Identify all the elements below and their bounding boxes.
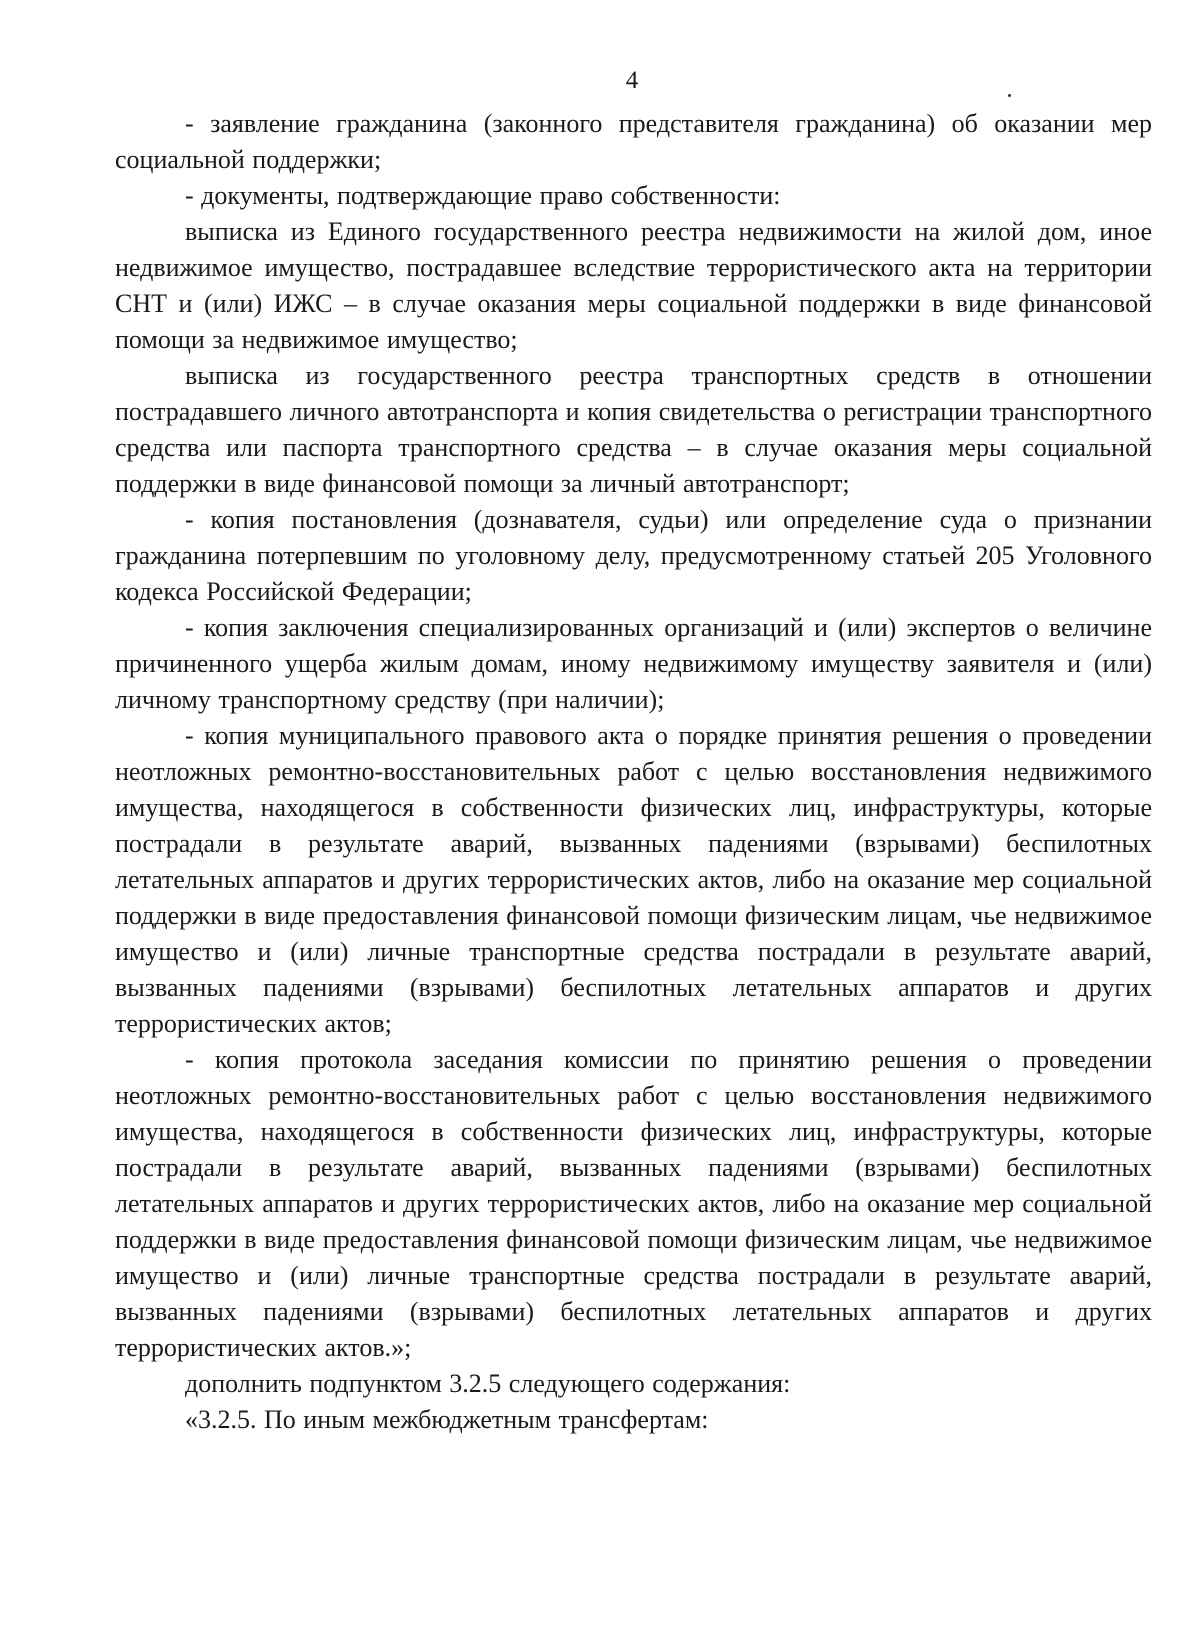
scan-speck <box>1008 94 1011 97</box>
paragraph-real-estate-registry-extract: выписка из Единого государственного реестра недвижимости на жилой дом, иное недвижимое имущество, пострадавшее вследствие террористического акта на территории СНТ и (или) ИЖС – в случае оказания меры социальной поддержки в виде финансовой помощи за недвижимое имущество; <box>115 217 1152 354</box>
paragraph-commission-protocol-copy: - копия протокола заседания комиссии по принятию решения о проведении неотложных ремонтно-восстановительных работ с целью восстановления недвижимого имущества, находящегося в собственности физических лиц, инфраструктуры, которые пострадали в результате аварий, вызванных падениями (взрывами) беспилотных летательных аппаратов и других террористических актов, либо на оказание мер социальной поддержки в виде предоставления финансовой помощи физическим лицам, чье недвижимое имущество и (или) личные транспортные средства пострадали в результате аварий, вызванных падениями (взрывами) беспилотных летательных аппаратов и других террористических актов.»; <box>115 1045 1152 1362</box>
paragraph-amendment-intro: дополнить подпунктом 3.2.5 следующего содержания: <box>185 1369 791 1398</box>
paragraph-vehicle-registry-extract: выписка из государственного реестра транспортных средств в отношении пострадавшего личного автотранспорта и копия свидетельства о регистрации транспортного средства или паспорта транспортного средства – в случае оказания меры социальной поддержки в виде финансовой помощи за личный автотранспорт; <box>115 361 1152 498</box>
paragraph-victim-resolution-copy: - копия постановления (дознавателя, судьи) или определение суда о признании гражданина потерпевшим по уголовному делу, предусмотренному статьей 205 Уголовного кодекса Российской Федерации; <box>115 505 1152 606</box>
paragraph-application: - заявление гражданина (законного представителя гражданина) об оказании мер социальной поддержки; <box>115 109 1152 174</box>
paragraph-subclause-3-2-5: «3.2.5. По иным межбюджетным трансфертам: <box>185 1405 709 1434</box>
paragraph-municipal-act-copy: - копия муниципального правового акта о порядке принятия решения о проведении неотложных ремонтно-восстановительных работ с целью восстановления недвижимого имущества, находящегося в собственности физических лиц, инфраструктуры, которые пострадали в результате аварий, вызванных падениями (взрывами) беспилотных летательных аппаратов и других террористических актов, либо на оказание мер социальной поддержки в виде предоставления финансовой помощи физическим лицам, чье недвижимое имущество и (или) личные транспортные средства пострадали в результате аварий, вызванных падениями (взрывами) беспилотных летательных аппаратов и других террористических актов; <box>115 721 1152 1038</box>
document-body <box>115 106 1152 1438</box>
paragraph-expert-conclusion-copy: - копия заключения специализированных организаций и (или) экспертов о величине причиненного ущерба жилым домам, иному недвижимому имуществу заявителя и (или) личному транспортному средству (при наличии); <box>115 613 1152 714</box>
page-number: 4 <box>625 67 639 94</box>
paragraph-ownership-documents: - документы, подтверждающие право собственности: <box>185 181 781 210</box>
